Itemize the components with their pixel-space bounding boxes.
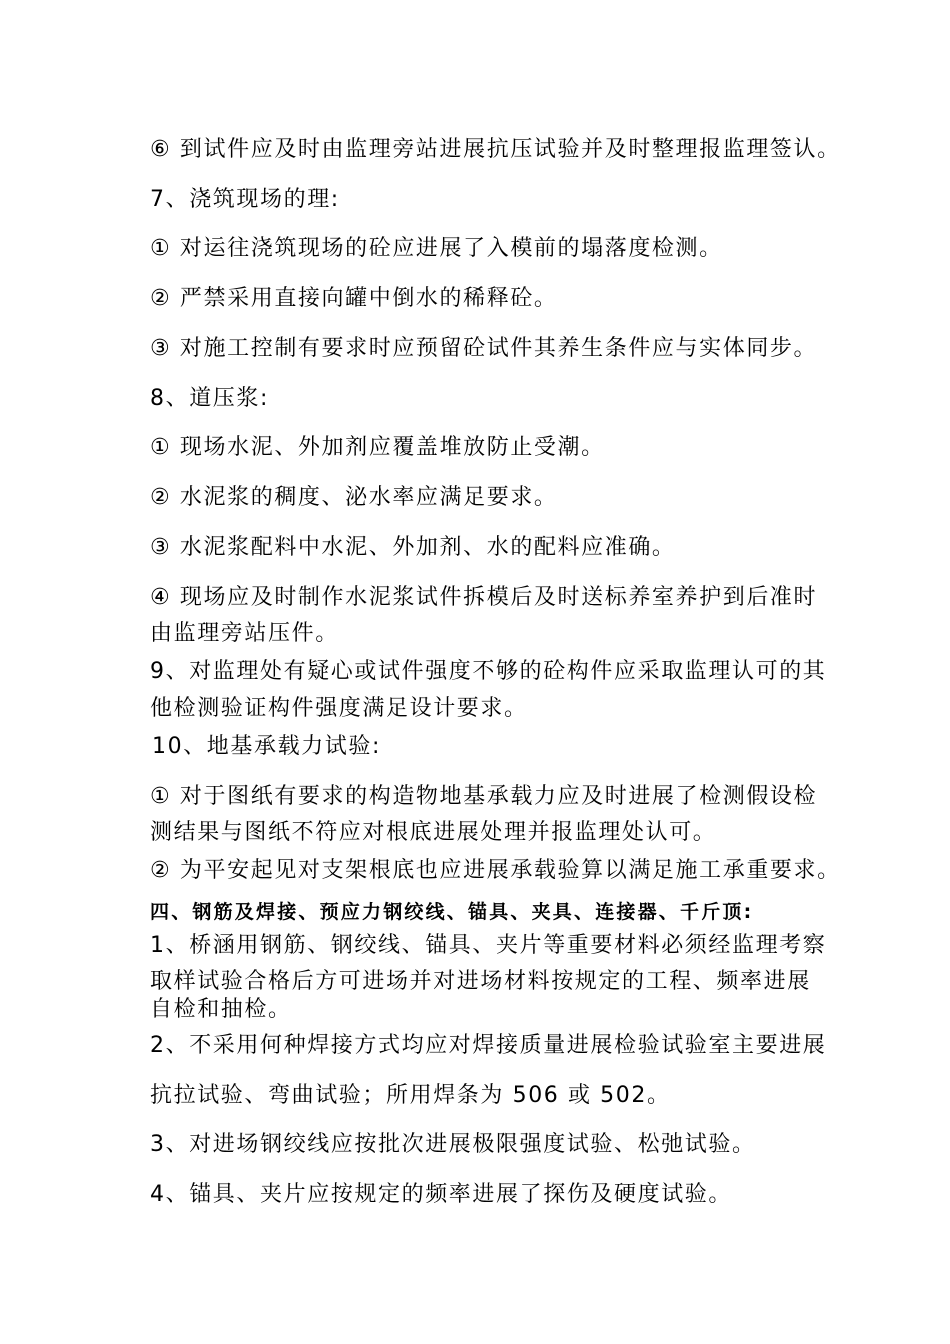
text-line: 1、桥涵用钢筋、钢绞线、锚具、夹片等重要材料必须经监理考察 <box>150 933 827 958</box>
text-line: 测结果与图纸不符应对根底进展处理并报监理处认可。 <box>150 820 717 845</box>
text-line: ③ 水泥浆配料中水泥、外加剂、水的配料应准确。 <box>150 535 676 560</box>
text-line: ② 严禁采用直接向罐中倒水的稀释砼。 <box>150 286 558 311</box>
text-line: 3、对进场钢绞线应按批次进展极限强度试验、松弛试验。 <box>150 1132 756 1157</box>
text-line: ① 对于图纸有要求的构造物地基承载力应及时进展了检测假设检 <box>150 784 818 809</box>
text-line: ② 为平安起见对支架根底也应进展承载验算以满足施工承重要求。 <box>150 858 841 883</box>
text-line: 4、锚具、夹片应按规定的频率进展了探伤及硬度试验。 <box>150 1182 732 1207</box>
text-line: 他检测验证构件强度满足设计要求。 <box>150 696 528 721</box>
section-heading: 10、地基承载力试验: <box>152 734 382 759</box>
chapter-heading: 四、钢筋及焊接、预应力钢绞线、锚具、夹具、连接器、千斤顶: <box>150 901 754 923</box>
text-line: 由监理旁站压件。 <box>150 621 339 646</box>
text-line: ③ 对施工控制有要求时应预留砼试件其养生条件应与实体同步。 <box>150 336 818 361</box>
text-line: 2、不采用何种焊接方式均应对焊接质量进展检验试验室主要进展 <box>150 1033 827 1058</box>
section-heading: 7、浇筑现场的理: <box>150 187 340 212</box>
section-heading: 9、对监理处有疑心或试件强度不够的砼构件应采取监理认可的其 <box>150 659 827 684</box>
text-line: 抗拉试验、弯曲试验；所用焊条为 506 或 502。 <box>150 1083 671 1108</box>
text-line: ① 对运往浇筑现场的砼应进展了入模前的塌落度检测。 <box>150 236 723 261</box>
text-line: 取样试验合格后方可进场并对进场材料按规定的工程、频率进展 <box>150 969 811 994</box>
text-line: 自检和抽检。 <box>150 997 292 1022</box>
text-line: ④ 现场应及时制作水泥浆试件拆模后及时送标养室养护到后准时 <box>150 585 818 610</box>
section-heading: 8、道压浆: <box>150 386 270 411</box>
text-line: ② 水泥浆的稠度、泌水率应满足要求。 <box>150 485 558 510</box>
text-line: ⑥ 到试件应及时由监理旁站进展抗压试验并及时整理报监理签认。 <box>150 137 841 162</box>
text-line: ① 现场水泥、外加剂应覆盖堆放防止受潮。 <box>150 435 605 460</box>
